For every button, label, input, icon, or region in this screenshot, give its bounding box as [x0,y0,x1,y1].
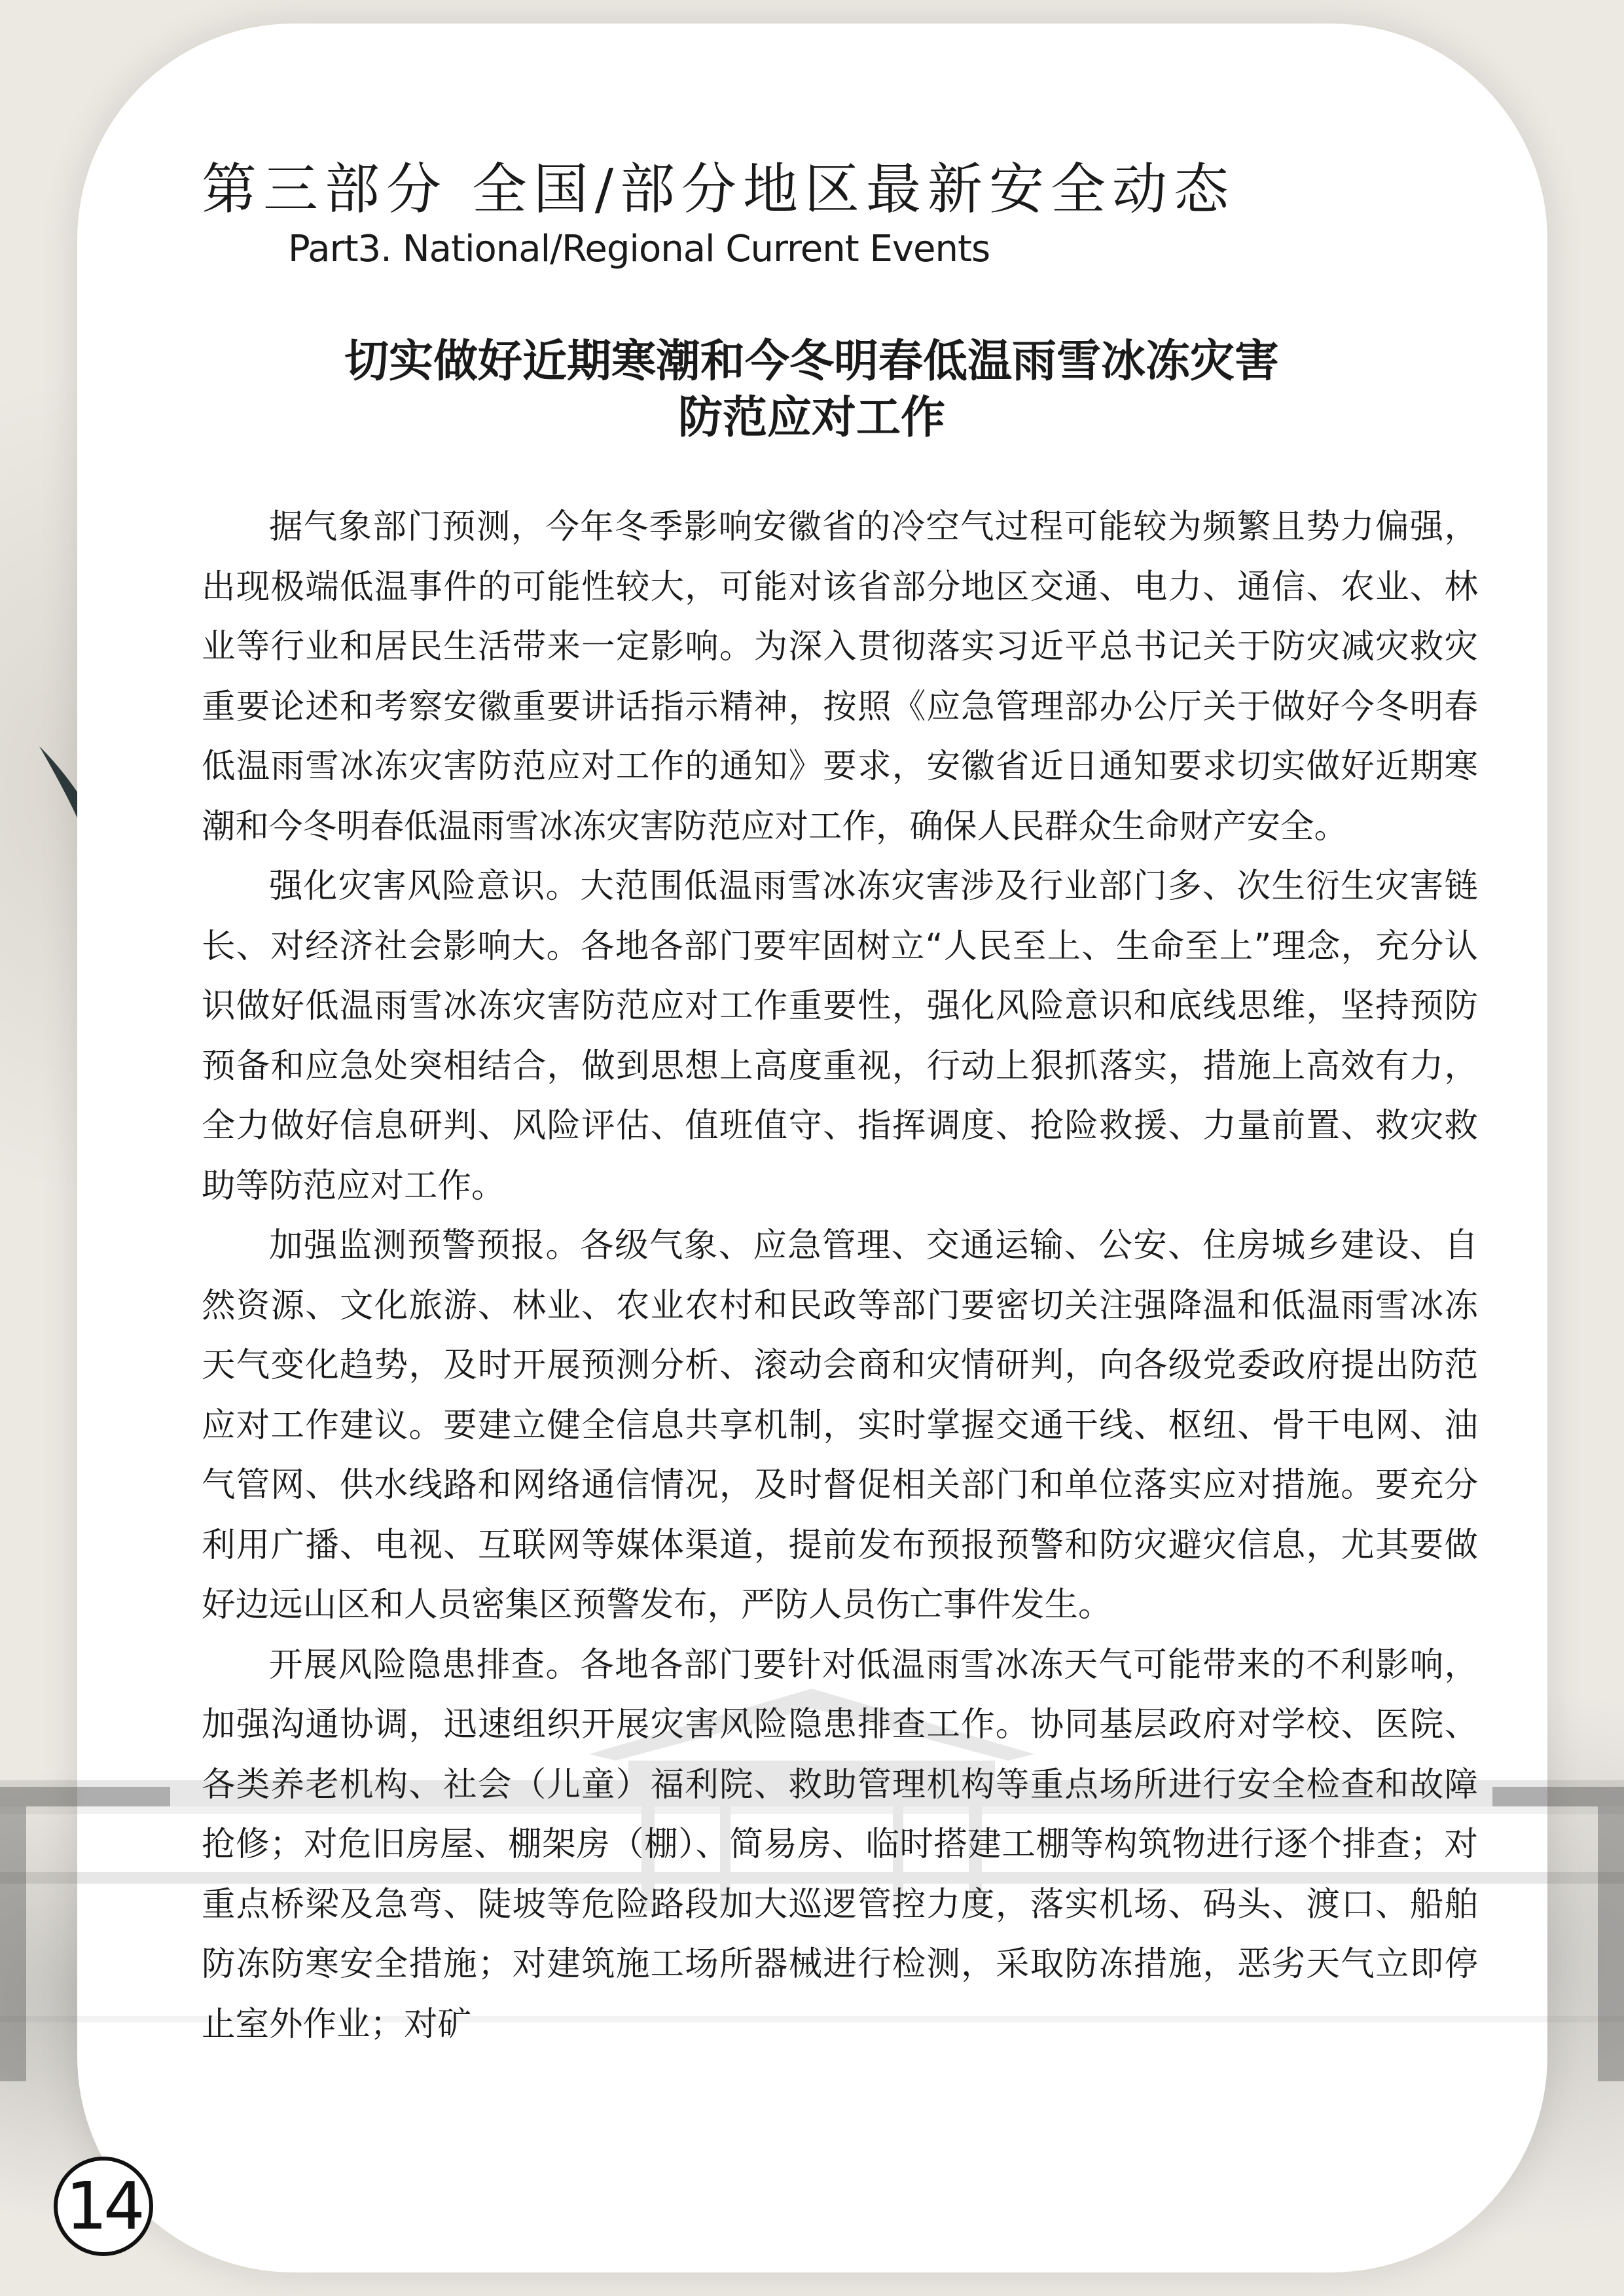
paragraph: 加强监测预警预报。各级气象、应急管理、交通运输、公安、住房城乡建设、自然资源、文化旅游、林业、农业农村和民政等部门要密切关注强降温和低温雨雪冰冻天气变化趋势，及时开展预测分析、滚动会商和灾情研判，向各级党委政府提出防范应对工作建议。要建立健全信息共享机制，实时掌握交通干线、枢纽、骨干电网、油气管网、供水线路和网络通信情况，及时督促相关部门和单位落实应对措施。要充分利用广播、电视、互联网等媒体渠道，提前发布预报预警和防灾避灾信息，尤其要做好边远山区和人员密集区预警发布，严防人员伤亡事件发生。 [202,1226,1478,1624]
section-title: 第三部分 全国/部分地区最新安全动态 [202,157,1236,221]
article-title-line-1: 切实做好近期寒潮和今冬明春低温雨雪冰冻灾害 [344,336,1279,387]
paragraph: 强化灾害风险意识。大范围低温雨雪冰冻灾害涉及行业部门多、次生衍生灾害链长、对经济社会影响大。各地各部门要牢固树立“人民至上、生命至上”理念，充分认识做好低温雨雪冰冻灾害防范应对工作重要性，强化风险意识和底线思维，坚持预防预备和应急处突相结合，做到思想上高度重视，行动上狠抓落实，措施上高效有力，全力做好信息研判、风险评估、值班值守、指挥调度、抢险救援、力量前置、救灾救助等防范应对工作。 [202,867,1478,1206]
section-subtitle: Part3. National/Regional Current Events [288,228,990,270]
page-number: 14 [54,2157,153,2256]
article-title-line-2: 防范应对工作 [677,392,945,444]
article-body [202,497,1478,2054]
paragraph: 据气象部门预测，今年冬季影响安徽省的冷空气过程可能较为频繁且势力偏强，出现极端低温事件的可能性较大，可能对该省部分地区交通、电力、通信、农业、林业等行业和居民生活带来一定影响。为深入贯彻落实习近平总书记关于防灾减灾救灾重要论述和考察安徽重要讲话指示精神，按照《应急管理部办公厅关于做好今冬明春低温雨雪冰冻灾害防范应对工作的通知》要求，安徽省近日通知要求切实做好近期寒潮和今冬明春低温雨雪冰冻灾害防范应对工作，确保人民群众生命财产安全。 [202,507,1478,846]
paragraph: 开展风险隐患排查。各地各部门要针对低温雨雪冰冻天气可能带来的不利影响，加强沟通协调，迅速组织开展灾害风险隐患排查工作。协同基层政府对学校、医院、各类养老机构、社会（儿童）福利院、救助管理机构等重点场所进行安全检查和故障抢修；对危旧房屋、棚架房（棚）、简易房、临时搭建工棚等构筑物进行逐个排查；对重点桥梁及急弯、陡坡等危险路段加大巡逻管控力度，落实机场、码头、渡口、船舶防冻防寒安全措施；对建筑施工场所器械进行检测，采取防冻措施，恶劣天气立即停止室外作业；对矿 [202,1645,1478,2044]
